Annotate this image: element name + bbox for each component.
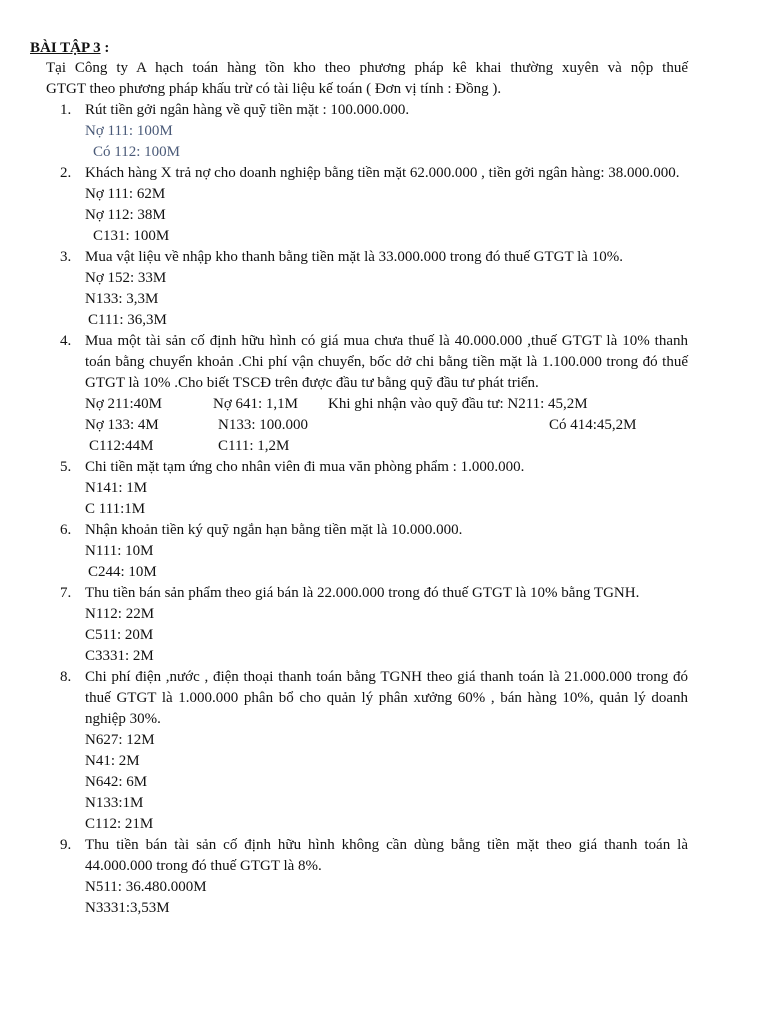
journal-entry: N133: 3,3M <box>85 291 159 307</box>
list-item <box>0 331 688 457</box>
item-description: Khách hàng X trả nợ cho doanh nghiệp bằng tiền mặt 62.000.000 , tiền gởi ngân hàng: 38.000.000. <box>85 165 680 181</box>
journal-entry: Nợ 111: 100M <box>85 123 173 139</box>
list-item <box>0 163 688 247</box>
journal-entry: C111: 36,3M <box>88 312 167 328</box>
journal-entry: N111: 10M <box>85 543 154 559</box>
journal-entry: Nợ 111: 62M <box>85 186 166 202</box>
journal-entry: C3331: 2M <box>85 648 154 664</box>
exercise-title-colon: : <box>100 40 110 56</box>
journal-entry: C112: 21M <box>85 816 154 832</box>
journal-row <box>85 415 688 436</box>
item-description: Thu tiền bán sản phẩm theo giá bán là 22.000.000 trong đó thuế GTGT là 10% bằng TGNH. <box>85 585 640 601</box>
journal-entry: Nợ 211:40M <box>85 396 162 412</box>
journal-entry: Nợ 112: 38M <box>85 207 166 223</box>
journal-row <box>85 436 688 457</box>
list-item <box>0 457 688 520</box>
journal-entry: N141: 1M <box>85 480 148 496</box>
journal-entry: N133:1M <box>85 795 144 811</box>
item-number: 7. <box>60 585 72 601</box>
item-description: Rút tiền gởi ngân hàng về quỹ tiền mặt : 100.000.000. <box>85 102 410 118</box>
intro-line-1: Tại Công ty A hạch toán hàng tồn kho theo phương pháp kê khai thường xuyên và nộp thuế <box>46 60 688 76</box>
journal-entry: C111: 1,2M <box>218 438 290 454</box>
journal-entry: N511: 36.480.000M <box>85 879 207 895</box>
item-description: Mua một tài sản cố định hữu hình có giá mua chưa thuế là 40.000.000 ,thuế GTGT là 10% thanh toán bằng chuyển khoản .Chi phí vận chuyển, bốc dở chi bằng tiền mặt là 1.100.000 trong đó thuế GTGT là 10% .Cho biết TSCĐ trên được đầu tư bằng quỹ đầu tư phát triển. <box>85 333 688 391</box>
journal-entry: Có 112: 100M <box>93 144 180 160</box>
item-description: Thu tiền bán tài sản cố định hữu hình không cần dùng bằng tiền mặt theo giá thanh toán là 44.000.000 trong đó thuế GTGT là 8%. <box>85 837 688 874</box>
exercise-title <box>30 38 109 59</box>
journal-entry: C 111:1M <box>85 501 146 517</box>
journal-entry: Nợ 133: 4M <box>85 417 159 433</box>
list-item <box>0 520 688 583</box>
journal-entry: N133: 100.000 <box>218 417 308 433</box>
exercise-list <box>0 100 768 919</box>
item-number: 8. <box>60 669 72 685</box>
intro-line-2: GTGT theo phương pháp khấu trừ có tài liệu kế toán ( Đơn vị tính : Đồng ). <box>46 81 502 97</box>
item-description: Chi tiền mặt tạm ứng cho nhân viên đi mua văn phòng phẩm : 1.000.000. <box>85 459 525 475</box>
list-item <box>0 835 688 919</box>
journal-entry: N627: 12M <box>85 732 155 748</box>
journal-entry: N3331:3,53M <box>85 900 170 916</box>
list-item <box>0 667 688 835</box>
journal-entry: Nợ 152: 33M <box>85 270 167 286</box>
item-number: 5. <box>60 459 72 475</box>
item-number: 3. <box>60 249 72 265</box>
item-number: 9. <box>60 837 72 853</box>
item-number: 2. <box>60 165 72 181</box>
intro-paragraph <box>46 58 688 100</box>
item-number: 4. <box>60 333 72 349</box>
list-item <box>0 100 688 163</box>
journal-entry: N642: 6M <box>85 774 148 790</box>
journal-row <box>85 394 688 415</box>
journal-entry: Nợ 641: 1,1M <box>213 396 299 412</box>
journal-entry: C131: 100M <box>93 228 170 244</box>
journal-entry: N41: 2M <box>85 753 140 769</box>
journal-entry: C244: 10M <box>88 564 157 580</box>
item-description: Chi phí điện ,nước , điện thoại thanh toán bằng TGNH theo giá thanh toán là 21.000.000 trong đó thuế GTGT là 1.000.000 phân bổ cho quản lý phân xưởng 60% , bán hàng 10%, quản lý doanh nghiệp 30%. <box>85 669 688 727</box>
exercise-title-text: BÀI TẬP 3 <box>30 40 101 56</box>
journal-entry: C511: 20M <box>85 627 154 643</box>
item-number: 1. <box>60 102 72 118</box>
item-number: 6. <box>60 522 72 538</box>
journal-entry: Khi ghi nhận vào quỹ đầu tư: N211: 45,2M <box>328 396 588 412</box>
item-description: Nhận khoản tiền ký quỹ ngắn hạn bằng tiền mặt là 10.000.000. <box>85 522 463 538</box>
journal-entry: Có 414:45,2M <box>549 417 637 433</box>
list-item <box>0 247 688 331</box>
journal-entry: C112:44M <box>89 438 154 454</box>
list-item <box>0 583 688 667</box>
item-description: Mua vật liệu về nhập kho thanh bằng tiền mặt là 33.000.000 trong đó thuế GTGT là 10%. <box>85 249 623 265</box>
journal-entry: N112: 22M <box>85 606 155 622</box>
